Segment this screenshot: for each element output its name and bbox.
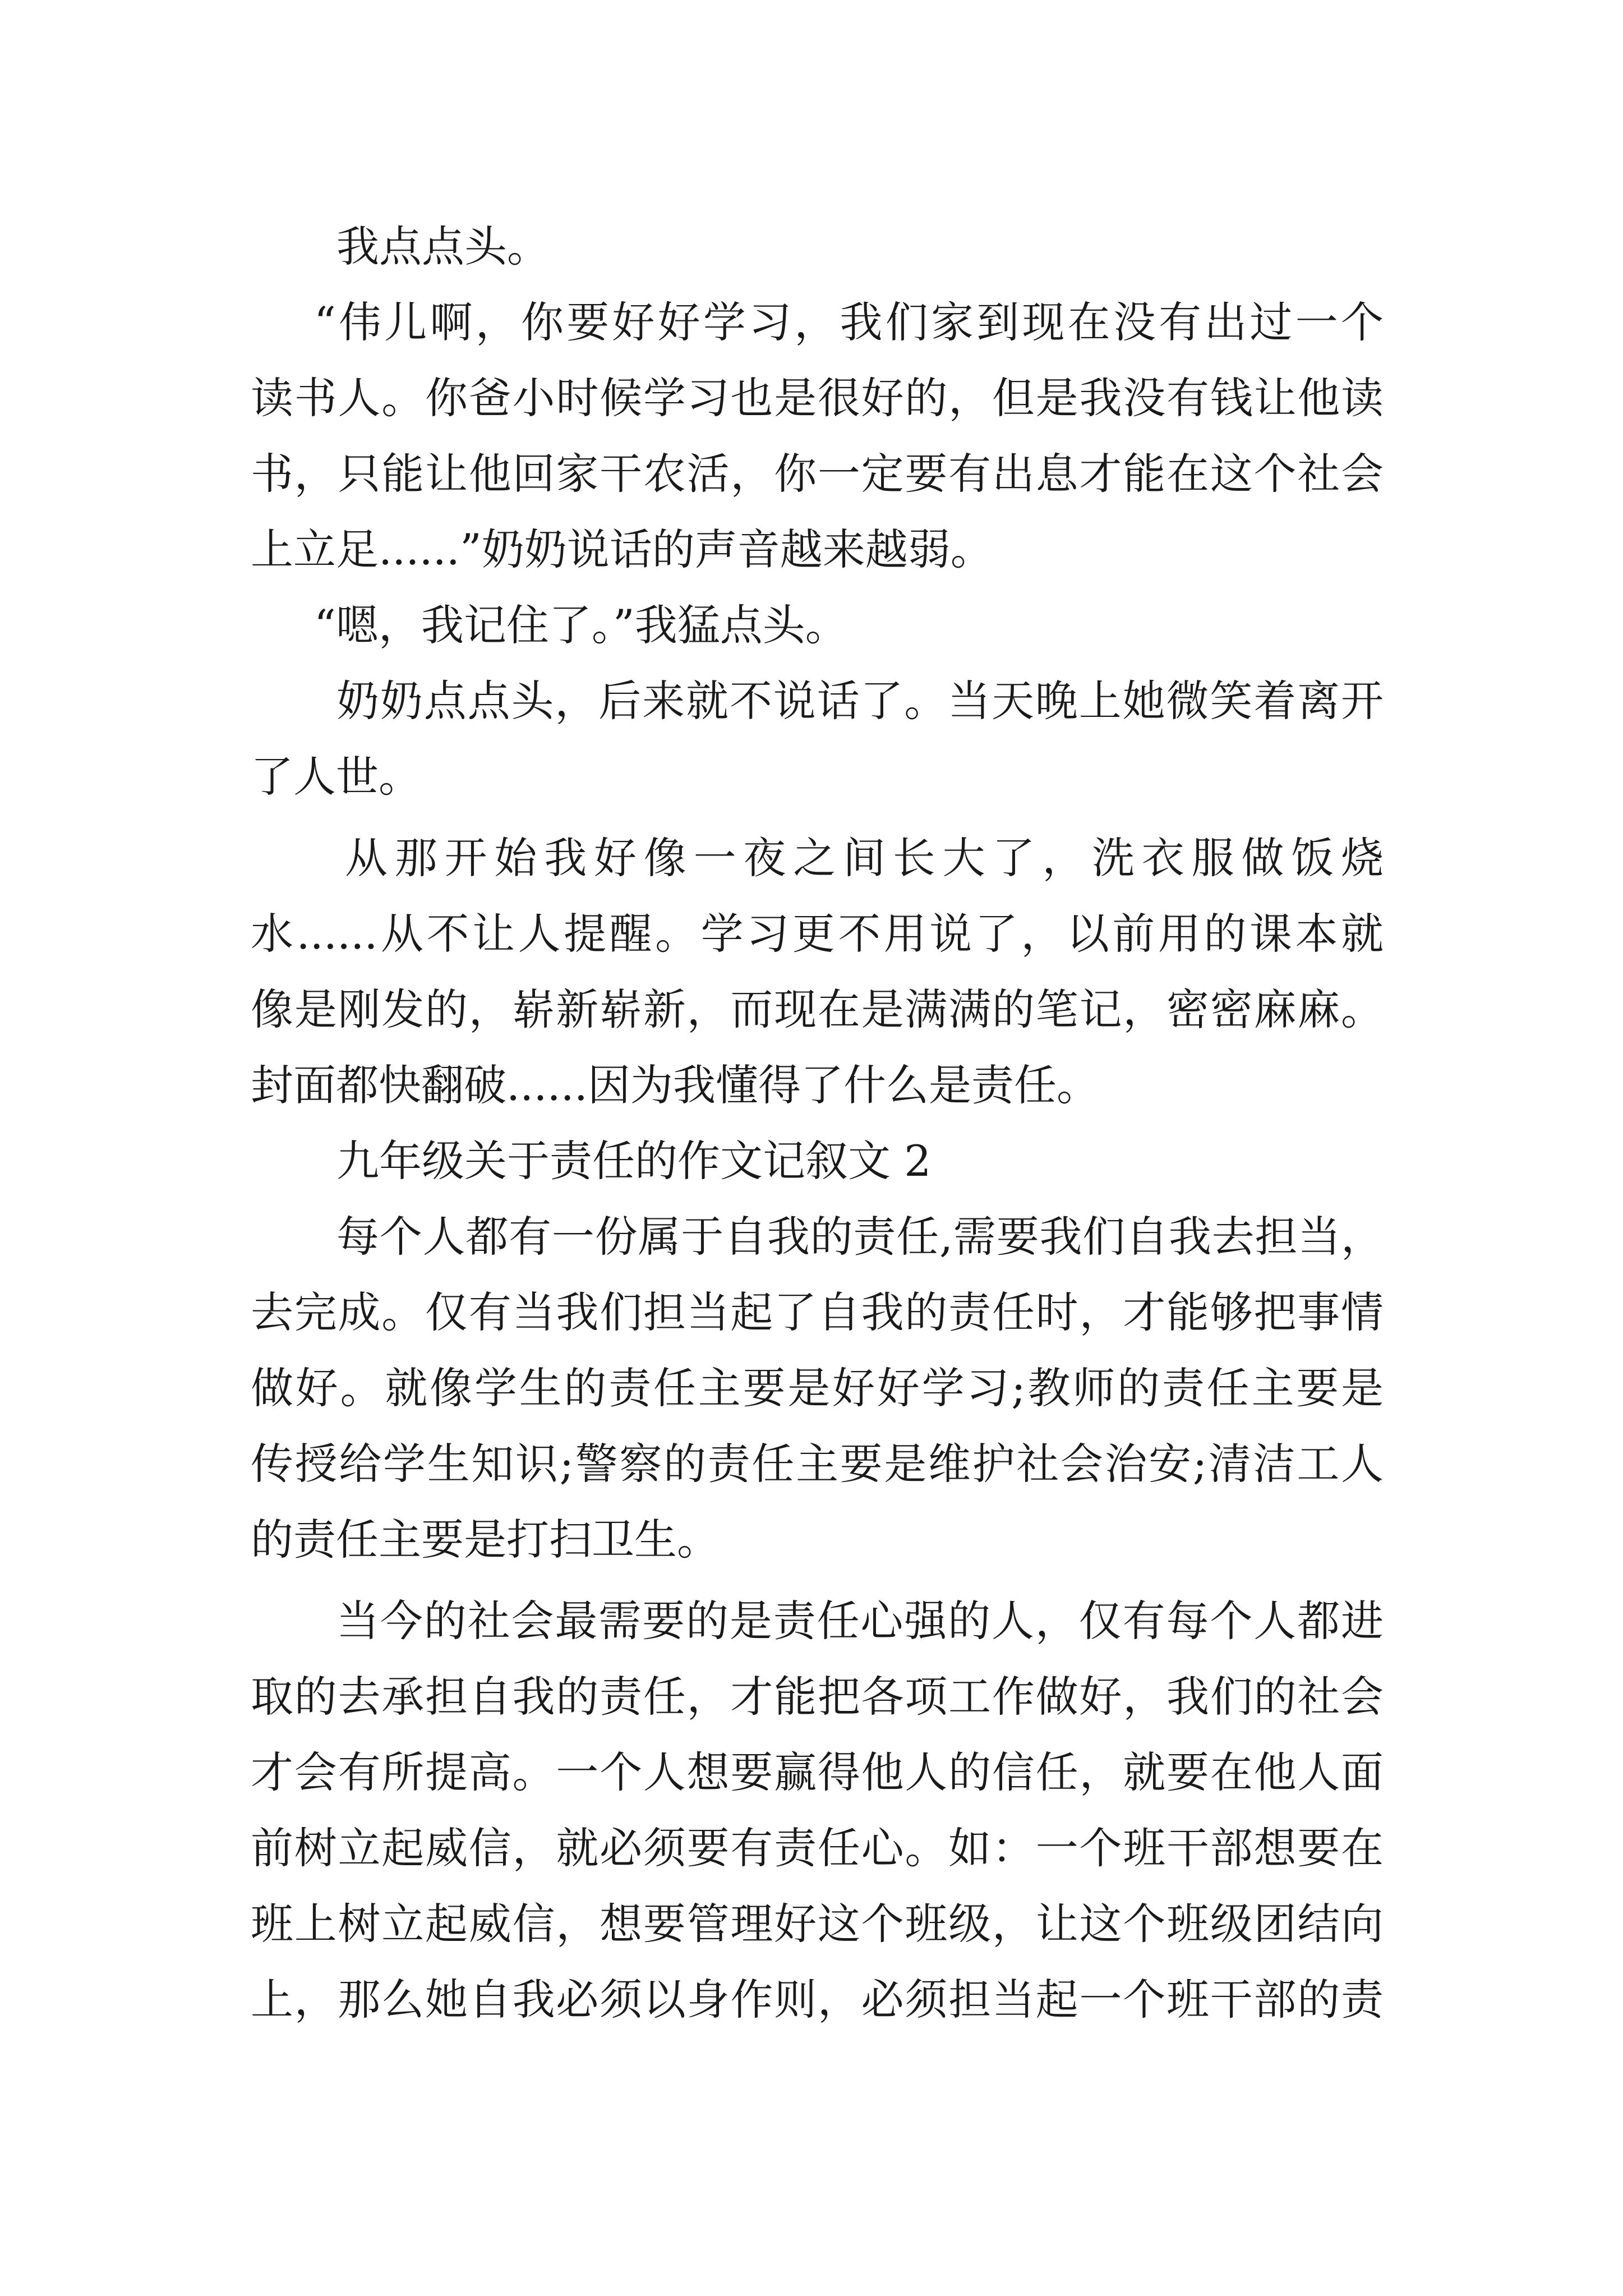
text-line: 读书人。你爸小时候学习也是很好的，但是我没有钱让他读 — [251, 373, 1384, 423]
section-heading: 九年级关于责任的作文记叙文 2 — [336, 1136, 932, 1186]
text-line: 我点点头。 — [336, 222, 550, 272]
text-line: 传授给学生知识;警察的责任主要是维护社会治安;清洁工人 — [251, 1439, 1384, 1489]
text-line: “伟儿啊，你要好好学习，我们家到现在没有出过一个 — [314, 297, 1384, 347]
text-line: 做好。就像学生的责任主要是好好学习;教师的责任主要是 — [251, 1363, 1384, 1413]
text-line: 了人世。 — [251, 752, 421, 802]
text-line: 像是刚发的，崭新崭新，而现在是满满的笔记，密密麻麻。 — [251, 984, 1384, 1034]
text-line: 去完成。仅有当我们担当起了自我的责任时，才能够把事情 — [251, 1287, 1384, 1337]
text-line: 奶奶点点头，后来就不说话了。当天晚上她微笑着离开 — [336, 676, 1384, 726]
text-line: 班上树立起威信，想要管理好这个班级，让这个班级团结向 — [251, 1899, 1384, 1949]
text-line: 封面都快翻破......因为我懂得了什么是责任。 — [251, 1060, 1099, 1110]
text-line: 上立足......”奶奶说话的声音越来越弱。 — [251, 524, 993, 574]
text-line: 上，那么她自我必须以身作则，必须担当起一个班干部的责 — [251, 1975, 1384, 2024]
text-line: 每个人都有一份属于自我的责任,需要我们自我去担当， — [336, 1212, 1384, 1262]
text-line: 的责任主要是打扫卫生。 — [251, 1515, 720, 1565]
text-line: 才会有所提高。一个人想要赢得他人的信任，就要在他人面 — [251, 1747, 1384, 1797]
text-line: 当今的社会最需要的是责任心强的人，仅有每个人都进 — [336, 1596, 1384, 1646]
text-line: 书，只能让他回家干农活，你一定要有出息才能在这个社会 — [251, 449, 1384, 499]
text-line: 前树立起威信，就必须要有责任心。如：一个班干部想要在 — [251, 1823, 1384, 1873]
text-line: 从那开始我好像一夜之间长大了，洗衣服做饭烧 — [345, 833, 1384, 883]
text-line: “嗯，我记住了。”我猛点头。 — [314, 600, 848, 650]
text-line: 取的去承担自我的责任，才能把各项工作做好，我们的社会 — [251, 1672, 1384, 1722]
text-line: 水......从不让人提醒。学习更不用说了，以前用的课本就 — [251, 909, 1384, 959]
